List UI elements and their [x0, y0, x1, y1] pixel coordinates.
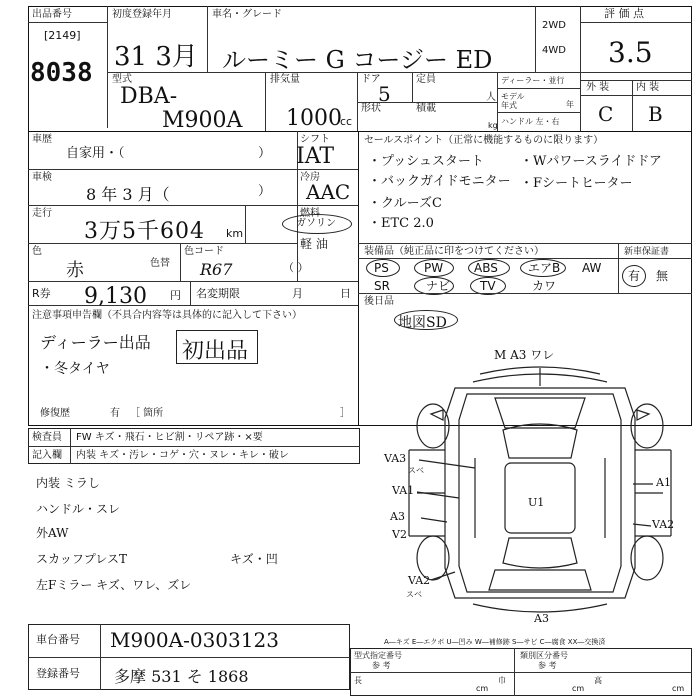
sales-point-6: ・ETC 2.0	[368, 216, 434, 231]
diagram-left-3: A3	[390, 510, 405, 523]
repair-bracket: ［ 箇所	[130, 408, 164, 419]
diagram-center-label: U1	[528, 496, 545, 509]
remark-2: ハンドル・スレ	[36, 502, 121, 516]
first-reg-label: 初度登録年月	[112, 9, 172, 20]
warranty-label: 新車保証書	[624, 247, 670, 257]
equip-abs: ABS	[474, 261, 498, 275]
diagram-left-4: V2	[392, 528, 407, 541]
equip-ps-circle	[366, 259, 400, 277]
equip-sr: SR	[374, 279, 390, 293]
exterior-label: 外 装	[586, 82, 610, 93]
registration-label: 登録番号	[36, 667, 80, 680]
history-value: 自家用・（	[66, 146, 125, 161]
repair-close: ］	[340, 408, 350, 419]
interior-label: 内 装	[636, 82, 660, 93]
first-listing-stamp-text: 初出品	[182, 339, 249, 364]
inspector-row-2: 内装 キズ・汚レ・コゲ・穴・ヌレ・キレ・破レ	[76, 450, 289, 461]
equip-aw: AW	[582, 261, 602, 275]
remark-4: スカッフプレスT	[36, 552, 128, 566]
fuel-paren: （ ）	[283, 261, 309, 274]
sales-points-label: セールスポイント（正常に機能するものに限ります）	[364, 135, 604, 146]
model-label: 型式	[112, 74, 132, 85]
aftermarket-circle	[394, 310, 458, 330]
color-code-label: 色コード	[184, 246, 224, 257]
equip-navi: ナビ	[426, 279, 451, 293]
shift-value: IAT	[296, 144, 335, 169]
capacity-unit: 人	[486, 92, 496, 103]
name-value: ルーミー G コージー ED	[222, 46, 493, 74]
inspector-label: 検査員	[32, 432, 62, 443]
inspection-close: ）	[258, 184, 272, 199]
entry-label: 記入欄	[32, 450, 62, 461]
diagram-left-small-2: スベ	[406, 590, 422, 599]
equip-pw-circle	[414, 259, 454, 277]
drive-2wd: 2WD	[542, 20, 566, 31]
inspector-row-1: FW キズ・飛石・ヒビ割・リペア跡・×要	[76, 432, 263, 443]
history-close: ）	[258, 146, 272, 161]
rating-label: 評 価 点	[604, 7, 644, 20]
aftermarket-label: 後日品	[364, 296, 394, 307]
fuel-diesel: 軽 油	[300, 237, 328, 251]
notes-label: 注意事項申告欄（不具合内容等は具体的に記入して下さい）	[32, 310, 302, 321]
load-label: 積載	[416, 103, 436, 114]
color-label: 色	[32, 246, 42, 257]
exterior-value: C	[598, 102, 614, 126]
equip-airbag: エアB	[528, 261, 561, 275]
diagram-left-2: VA1	[392, 484, 415, 497]
diagram-rear-label: A3	[534, 612, 549, 625]
capacity-label: 定員	[416, 74, 436, 85]
doors-value: 5	[378, 82, 391, 106]
car-damage-diagram	[395, 358, 685, 626]
displacement-value: 1000	[286, 106, 342, 131]
lot-label: 出品番号	[32, 9, 72, 20]
color-replace-label: 色替	[150, 258, 170, 269]
fuel-gas: ガソリン	[296, 218, 336, 229]
displacement-unit: cc	[340, 115, 353, 128]
registration-value: 多摩 531 そ 1868	[114, 667, 249, 686]
repair-label: 修復歴	[40, 408, 70, 419]
inspection-value: 8 年 3 月（	[86, 185, 170, 204]
width-label: 巾	[498, 676, 506, 685]
length-unit: cm	[476, 684, 489, 693]
name-change-day: 日	[340, 287, 351, 300]
aftermarket-value: 地図SD	[398, 315, 447, 331]
fuel-label: 燃料	[300, 208, 320, 219]
interior-value: B	[648, 102, 663, 126]
lot-number: 8038	[30, 58, 93, 88]
model-value-1: DBA-	[120, 84, 178, 109]
year-unit: 年	[566, 100, 574, 109]
lot-sub: [2149]	[44, 29, 81, 42]
inspection-label: 車検	[32, 172, 52, 183]
model-year-label: モデル年式	[501, 92, 525, 110]
damage-legend: A―キズ E―エクボ U―凹み W―補修跡 S―サビ C―腐食 XX―交換済	[384, 638, 606, 646]
shape-label: 形状	[361, 103, 381, 114]
notes-line-2: ・冬タイヤ	[40, 361, 110, 377]
diagram-front-label: M A3 ワレ	[494, 348, 555, 362]
diagram-left-1: VA3	[384, 452, 407, 465]
mileage-unit: km	[226, 227, 244, 240]
diagram-right-2: VA2	[652, 518, 675, 531]
name-label: 車名・グレード	[212, 9, 282, 20]
warranty-yes: 有	[628, 269, 641, 283]
recycle-unit: 円	[170, 289, 181, 302]
diagram-left-5: VA2	[408, 574, 431, 587]
equip-leather: カワ	[532, 279, 557, 293]
sales-point-3: ・バックガイドモニター	[368, 174, 511, 189]
load-unit: kg	[488, 121, 498, 130]
sales-point-4: ・Fシートヒーター	[520, 176, 633, 191]
type-cert-ref: 参 考	[372, 661, 391, 670]
mileage-label: 走行	[32, 208, 52, 219]
sales-point-2: ・Wパワースライドドア	[520, 154, 662, 169]
diagram-left-small-1: スベ	[408, 466, 424, 475]
diagram-right-1: A1	[656, 476, 671, 489]
equipment-label: 装備品（純正品に印をつけてください）	[364, 246, 544, 257]
chassis-label: 車台番号	[36, 633, 80, 646]
height-unit: cm	[672, 684, 685, 693]
height-label: 高	[594, 676, 602, 685]
chassis-value: M900A-0303123	[110, 628, 279, 652]
equip-airbag-circle	[520, 259, 566, 277]
history-label: 車歴	[32, 134, 52, 145]
first-reg-value: 31 3月	[114, 42, 198, 72]
model-value-2: M900A	[162, 108, 243, 133]
remark-5: キズ・凹	[230, 552, 278, 566]
recycle-label: R券	[32, 287, 51, 300]
dealer-label: ディーラー・並行	[501, 76, 565, 85]
ac-value: AAC	[306, 180, 351, 204]
name-change-label: 名変期限	[196, 287, 240, 300]
warranty-no: 無	[656, 269, 669, 283]
width-unit: cm	[572, 684, 585, 693]
handle-label: ハンドル 左・右	[501, 117, 560, 126]
class-ref: 参 考	[538, 661, 557, 670]
class-label: 類別区分番号	[520, 651, 568, 660]
remark-6: 左Fミラー キズ、ワレ、ズレ	[36, 578, 192, 592]
type-cert-label: 型式指定番号	[354, 651, 402, 660]
equip-tv: TV	[480, 279, 496, 293]
color-code-value: R67	[200, 260, 233, 279]
sales-point-5: ・クルーズC	[368, 196, 442, 211]
repair-has: 有	[110, 408, 120, 419]
equip-pw: PW	[424, 261, 444, 275]
length-label: 長	[354, 676, 362, 685]
doors-label: ドア	[361, 74, 381, 85]
color-value: 赤	[66, 260, 84, 281]
shift-label: シフト	[300, 134, 330, 145]
displacement-label: 排気量	[270, 74, 300, 85]
remark-1: 内装 ミラし	[36, 476, 100, 490]
name-change-month: 月	[292, 287, 303, 300]
remark-3: 外AW	[36, 526, 69, 540]
ac-label: 冷房	[300, 172, 320, 183]
mileage-value: 3万5千604	[84, 219, 205, 244]
drive-4wd: 4WD	[542, 45, 566, 56]
notes-line-1: ディーラー出品	[40, 333, 151, 352]
rating-value: 3.5	[608, 36, 653, 69]
recycle-value: 9,130	[84, 284, 147, 309]
equip-ps: PS	[374, 261, 389, 275]
equip-abs-circle	[468, 259, 510, 277]
sales-point-1: ・プッシュスタート	[368, 154, 484, 169]
warranty-yes-circle	[622, 265, 646, 287]
